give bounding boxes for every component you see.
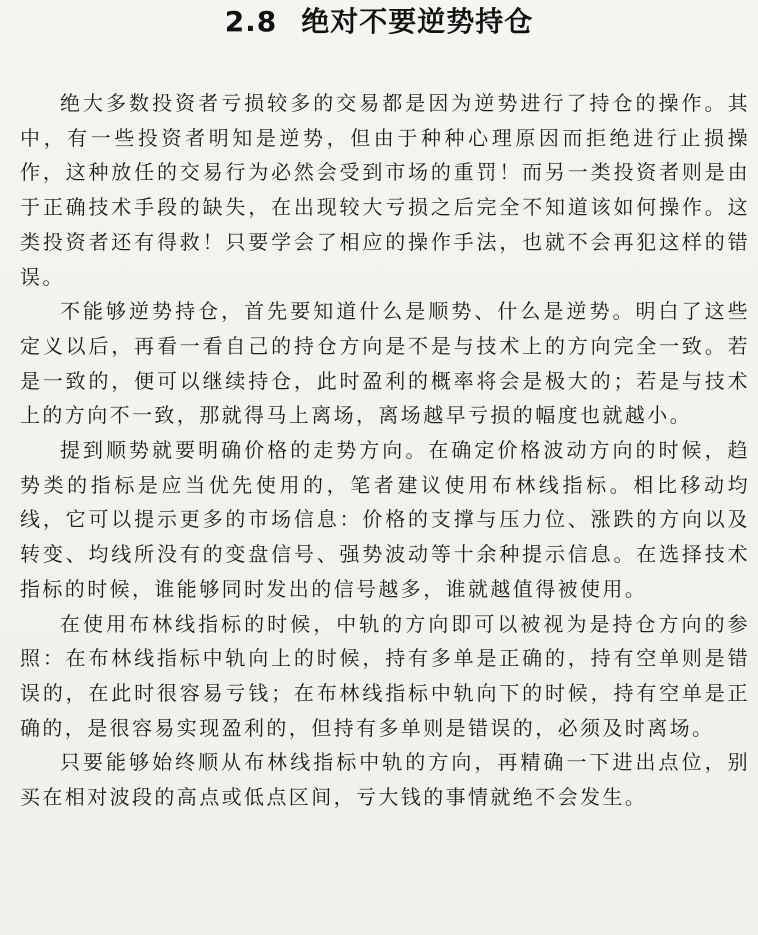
paragraph-2: 不能够逆势持仓，首先要知道什么是顺势、什么是逆势。明白了这些定义以后，再看一看自己的持仓方向是不是与技术上的方向完全一致。若是一致的，便可以继续持仓，此时盈利的概率将会是极大的；若是与技术上的方向不一致，那就得马上离场，离场越早亏损的幅度也就越小。: [20, 299, 750, 428]
paragraph-1: 绝大多数投资者亏损较多的交易都是因为逆势进行了持仓的操作。其中，有一些投资者明知是逆势，但由于种种心理原因而拒绝进行止损操作，这种放任的交易行为必然会受到市场的重罚！而另一类投资者则是由于正确技术手段的缺失，在出现较大亏损之后完全不知道该如何操作。这类投资者还有得救！只要学会了相应的操作手法，也就不会再犯这样的错误。: [20, 91, 750, 289]
paragraph-4: 在使用布林线指标的时候，中轨的方向即可以被视为是持仓方向的参照：在布林线指标中轨向上的时候，持有多单是正确的，持有空单则是错误的，在此时很容易亏钱；在布林线指标中轨向下的时候，持有空单是正确的，是很容易实现盈利的，但持有多单则是错误的，必须及时离场。: [20, 611, 750, 740]
section-heading: [0, 4, 758, 40]
section-title: 绝对不要逆势持仓: [301, 5, 534, 38]
paragraph-3: 提到顺势就要明确价格的走势方向。在确定价格波动方向的时候，趋势类的指标是应当优先使用的，笔者建议使用布林线指标。相比移动均线，它可以提示更多的市场信息：价格的支撑与压力位、涨跌的方向以及转变、均线所没有的变盘信号、强势波动等十余种提示信息。在选择技术指标的时候，谁能够同时发出的信号越多，谁就越值得被使用。: [20, 438, 750, 601]
paragraph-5: 只要能够始终顺从布林线指标中轨的方向，再精确一下进出点位，别买在相对波段的高点或低点区间，亏大钱的事情就绝不会发生。: [20, 750, 750, 810]
section-number: 2.8: [224, 5, 278, 38]
body-text: [20, 86, 750, 815]
